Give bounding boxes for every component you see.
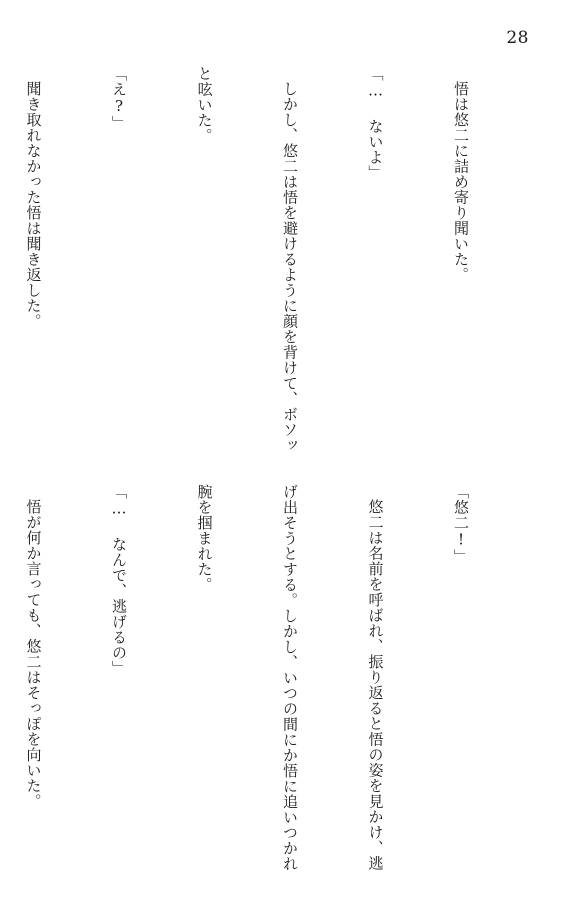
text-block-bottom (24, 484, 532, 872)
text-line: と呟いた。 (195, 66, 214, 144)
text-line: 「悠二!」 (452, 484, 470, 565)
text-block-top (24, 66, 532, 453)
text-line: 悠二は名前を呼ばれ、振り返ると悟の姿を見かけ、逃 (366, 499, 385, 871)
text-line: 聞き取れなかった悟は聞き返した。 (24, 81, 43, 329)
text-line: 「え?」 (110, 66, 128, 131)
page-number: 28 (506, 28, 529, 48)
text-line: しかし、悠二は悟を避けるように顔を背けて、ボソッ (281, 81, 299, 453)
text-line: 悟が何か言っても、悠二はそっぽを向いた。 (24, 499, 43, 809)
text-line: 「… なんで、逃げるの」 (110, 484, 128, 676)
text-line: げ出そうとする。しかし、いつの間にか悟に追いつかれ (281, 484, 299, 872)
text-line: 悟は悠二に詰め寄り聞いた。 (452, 81, 470, 283)
text-line: 腕を掴まれた。 (195, 484, 214, 593)
text-line: 「… ないよ」 (366, 66, 385, 181)
